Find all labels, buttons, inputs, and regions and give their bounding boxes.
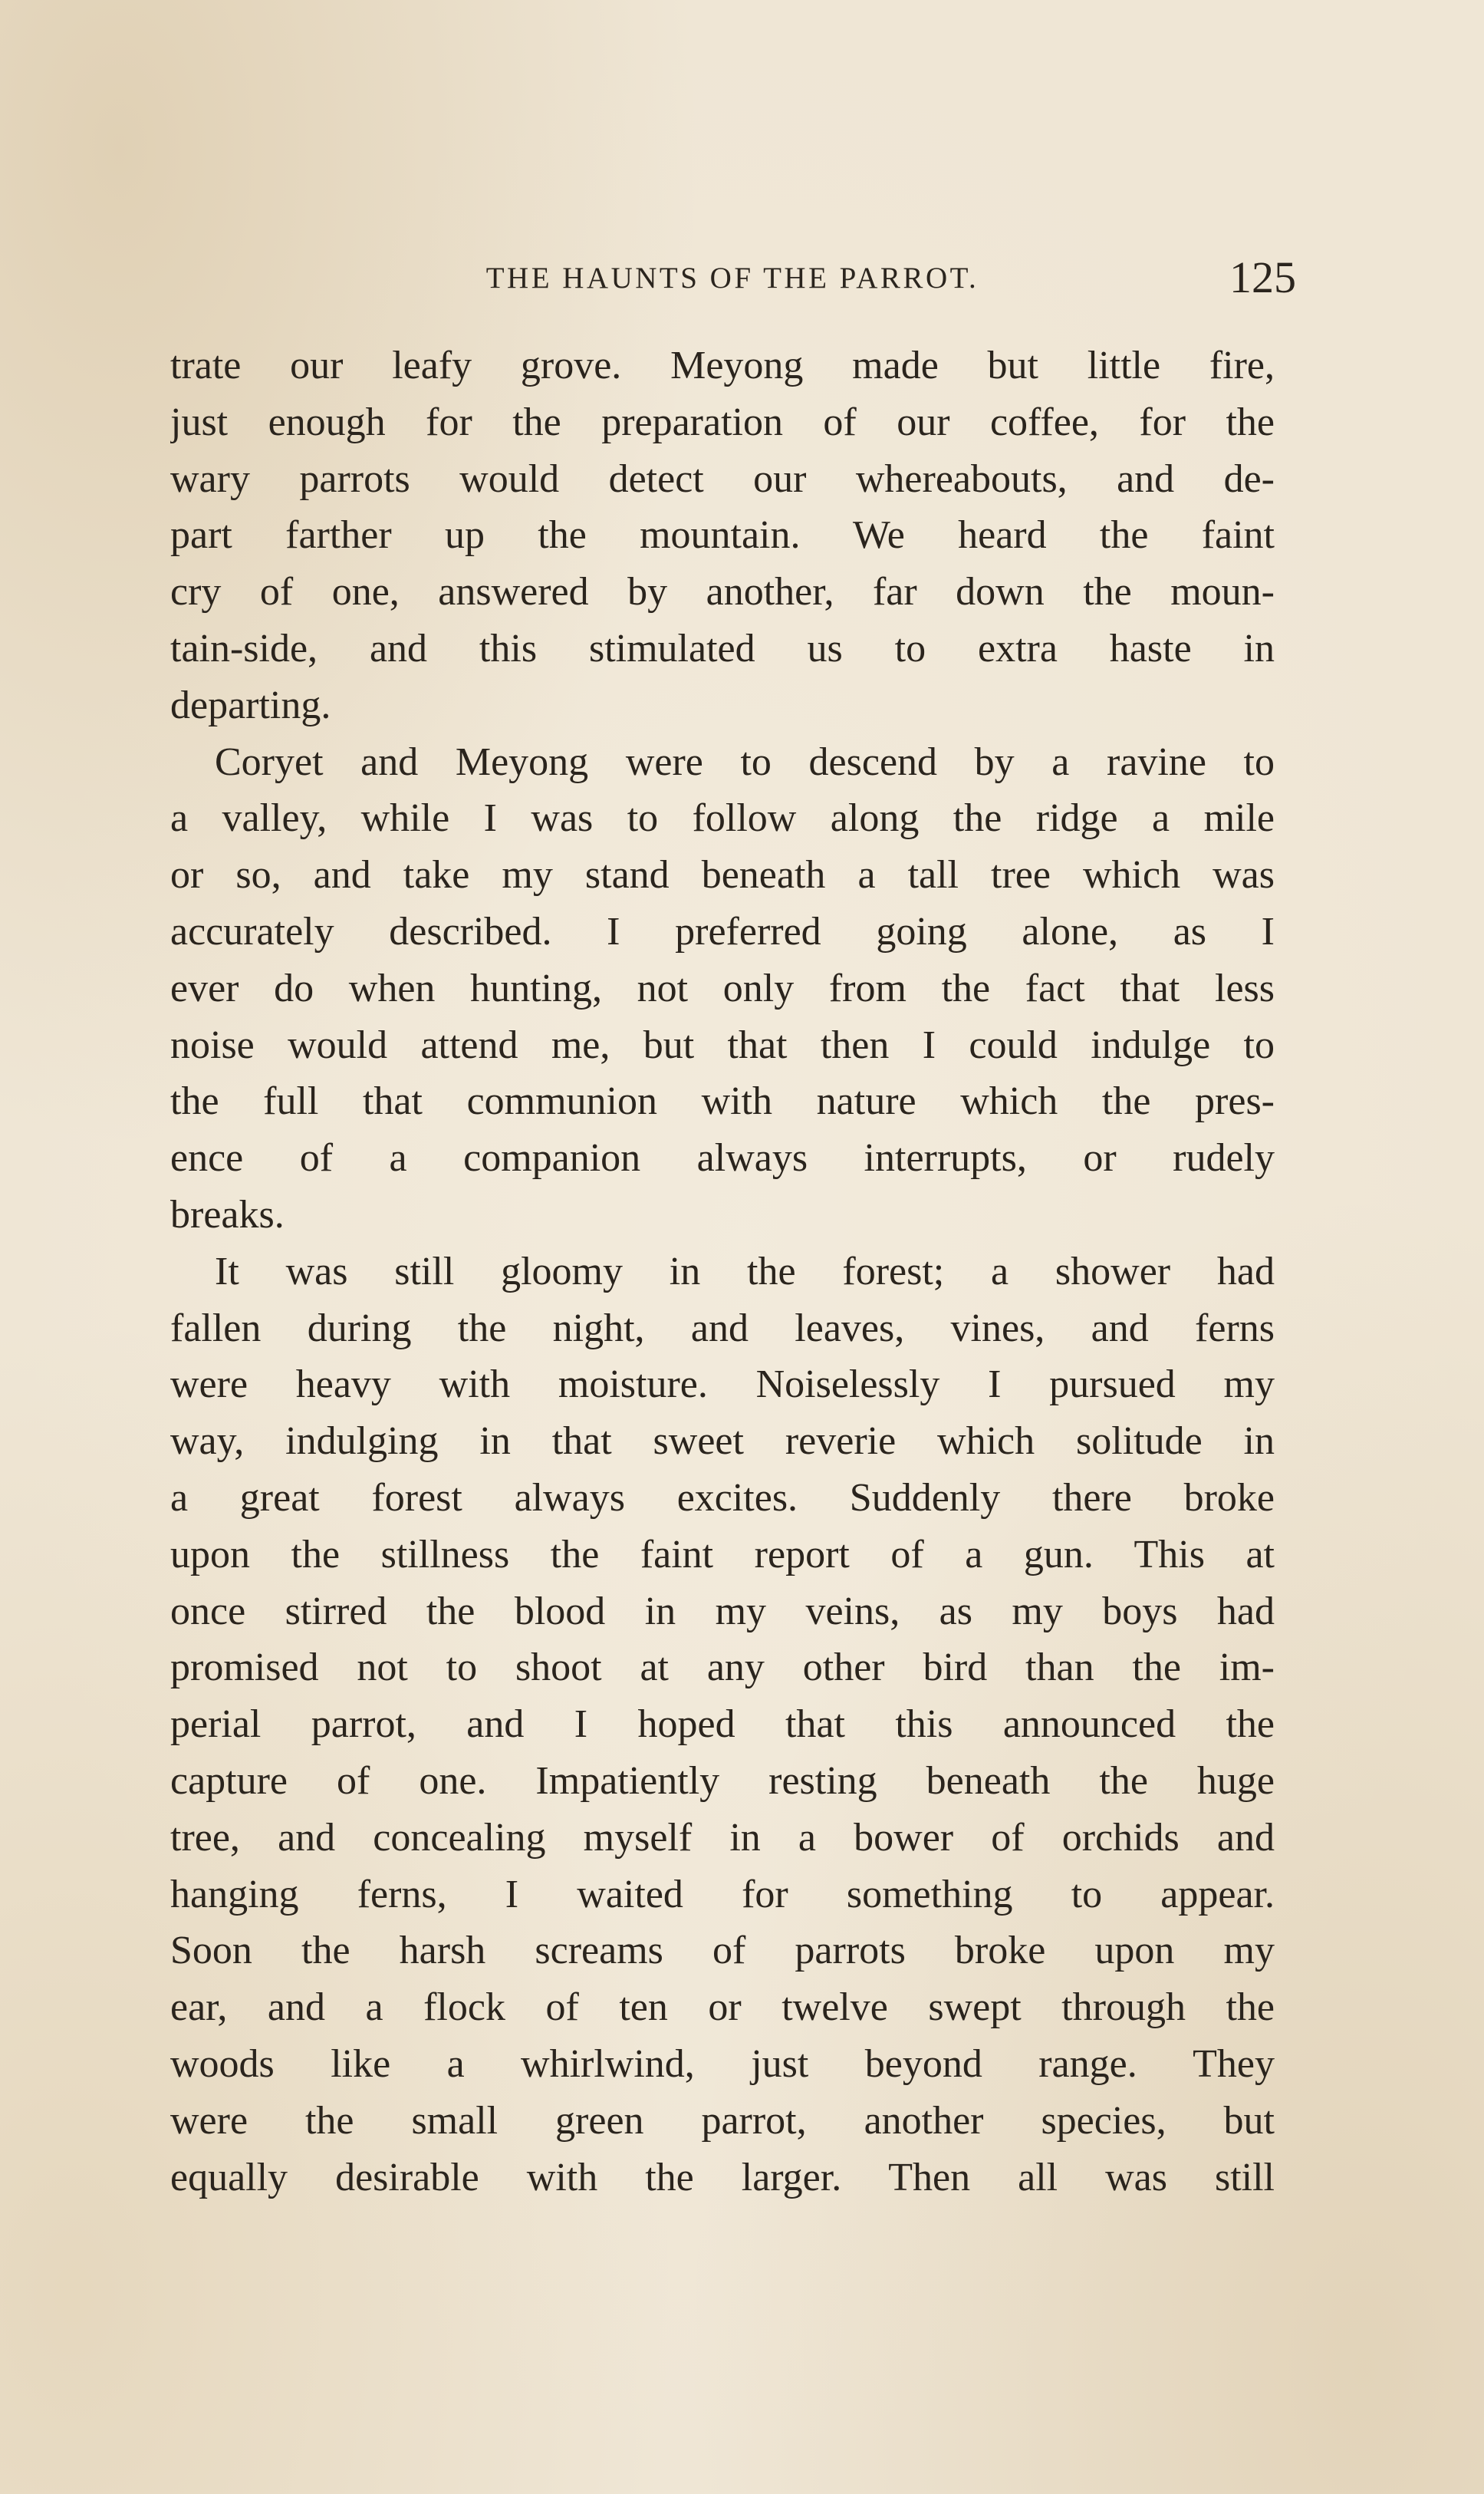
text-line: It was still gloomy in the forest; a shower had xyxy=(215,1249,1275,1293)
text-line: tree, and concealing myself in a bower of orchids and xyxy=(170,1815,1275,1860)
text-line: trate our leafy grove. Meyong made but little fire, xyxy=(170,344,1275,387)
text-line: promised not to shoot at any other bird than the im- xyxy=(170,1646,1275,1690)
text-line: woods like a whirlwind, just beyond range. They xyxy=(170,2041,1275,2086)
text-line: wary parrots would detect our whereabouts, and de- xyxy=(170,456,1275,501)
text-line: capture of one. Impatiently resting beneath the huge xyxy=(170,1758,1275,1803)
text-line: hanging ferns, I waited for something to appear. xyxy=(170,1872,1275,1916)
text-line: accurately described. I preferred going alone, as I xyxy=(170,909,1275,954)
text-line: cry of one, answered by another, far down the moun- xyxy=(170,570,1275,614)
text-line: Coryet and Meyong were to descend by a ravine to xyxy=(215,740,1275,784)
text-line: Soon the harsh screams of parrots broke upon my xyxy=(170,1929,1275,1973)
text-line: or so, and take my stand beneath a tall tree which was xyxy=(170,853,1275,898)
text-line: once stirred the blood in my veins, as my boys had xyxy=(170,1589,1275,1633)
text-line: tain-side, and this stimulated us to extra haste in xyxy=(170,626,1275,670)
text-line: part farther up the mountain. We heard the faint xyxy=(170,513,1275,558)
body-text xyxy=(170,338,1275,2206)
text-line: just enough for the preparation of our coffee, for the xyxy=(170,400,1275,444)
text-line: departing. xyxy=(170,683,331,727)
text-line: equally desirable with the larger. Then all was still xyxy=(170,2155,1275,2199)
text-line: ence of a companion always interrupts, or rudely xyxy=(170,1136,1275,1181)
text-line: perial parrot, and I hoped that this announced the xyxy=(170,1702,1275,1747)
text-line: the full that communion with nature which the pres- xyxy=(170,1079,1275,1124)
text-line: ever do when hunting, not only from the fact that less xyxy=(170,966,1275,1010)
text-line: noise would attend me, but that then I could indulge to xyxy=(170,1023,1275,1067)
text-line: were the small green parrot, another species, but xyxy=(170,2098,1275,2143)
page-number: 125 xyxy=(1229,252,1296,302)
text-line: were heavy with moisture. Noiselessly I pursued my xyxy=(170,1362,1275,1407)
text-line: ear, and a flock of ten or twelve swept through the xyxy=(170,1985,1275,2030)
text-line: a great forest always excites. Suddenly there broke xyxy=(170,1475,1275,1520)
text-line: a valley, while I was to follow along the ridge a mile xyxy=(170,796,1275,841)
running-head xyxy=(169,252,1296,305)
text-line: way, indulging in that sweet reverie which solitude in xyxy=(170,1419,1275,1464)
running-title: THE HAUNTS OF THE PARROT. xyxy=(485,262,979,295)
text-line: upon the stillness the faint report of a gun. This at xyxy=(170,1532,1275,1576)
text-line: breaks. xyxy=(170,1192,285,1237)
text-line: fallen during the night, and leaves, vines, and ferns xyxy=(170,1306,1275,1350)
